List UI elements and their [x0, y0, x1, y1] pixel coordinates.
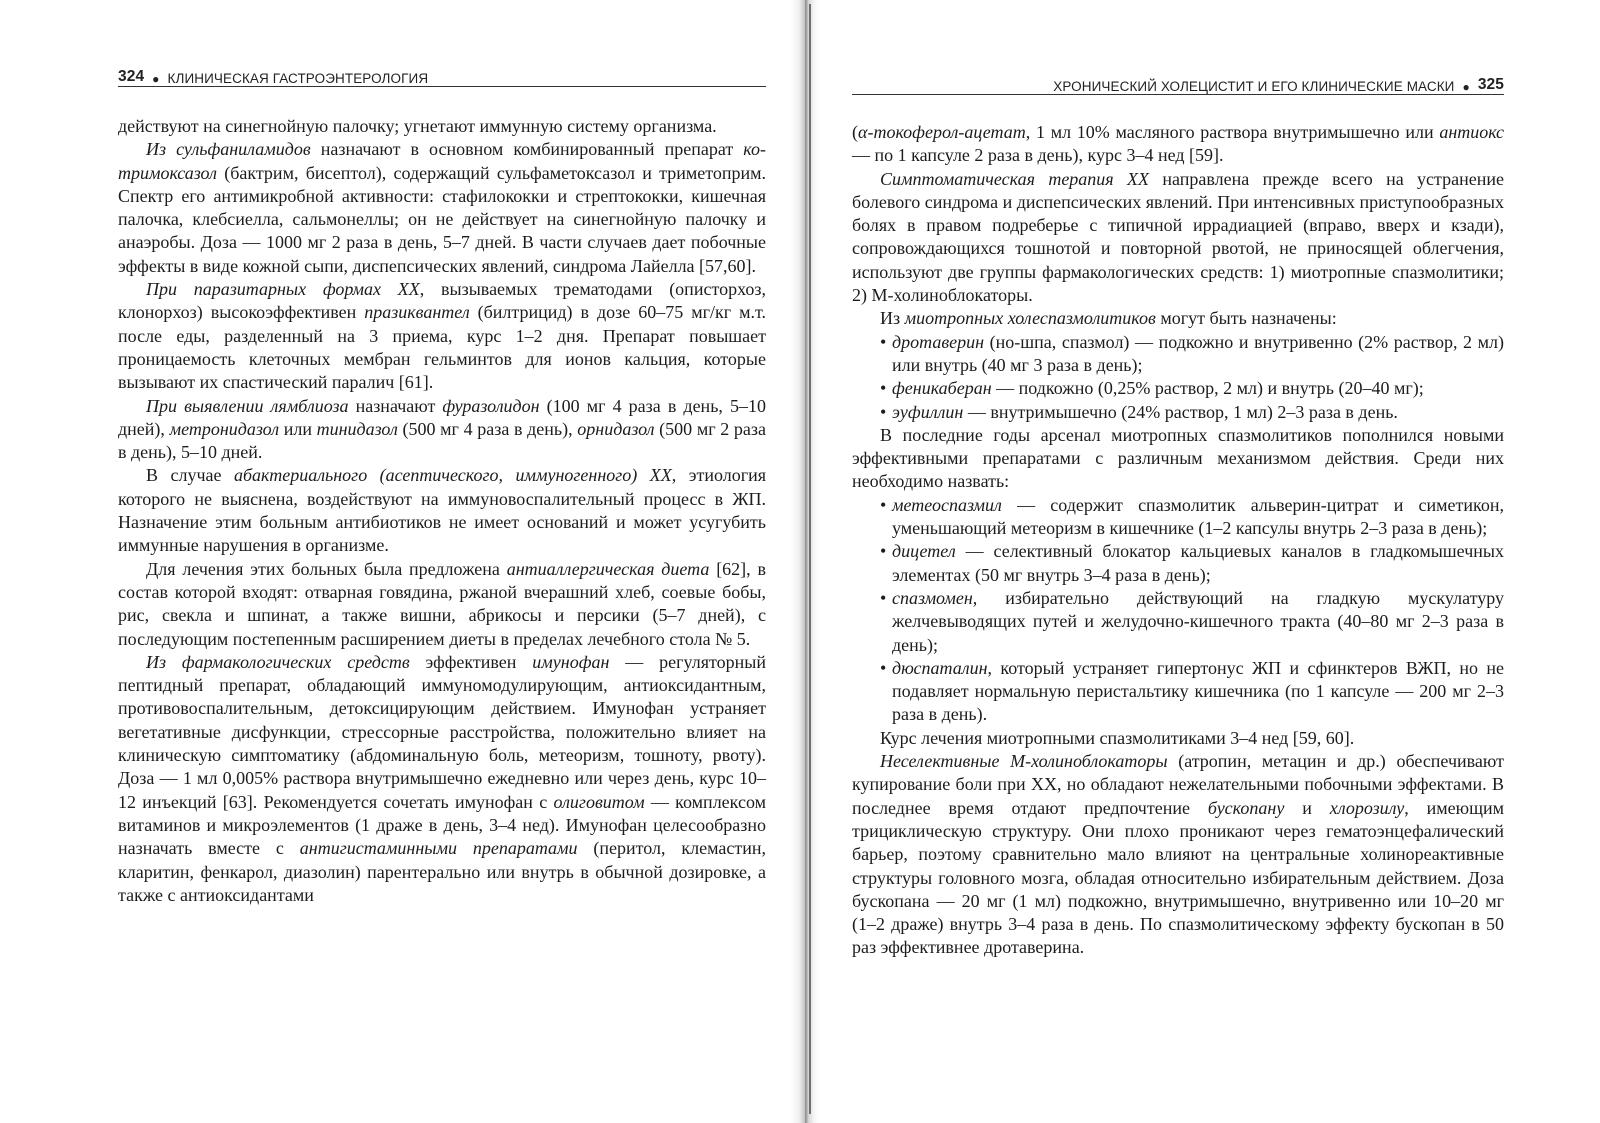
left-header-title: КЛИНИЧЕСКАЯ ГАСТРОЭНТЕРОЛОГИЯ [167, 71, 429, 86]
list-item: • дюспаталин, который устраняет гипертонус ЖП и сфинктеров ВЖП, но не подавляет нормальную перистальтику кишечника (по 1 капсуле — 200 мг 2–3 раза в день). [880, 657, 1504, 727]
paragraph: В последние годы арсенал миотропных спазмолитиков пополнился новыми эффективными препаратами с различным механизмом действия. Среди них необходимо назвать: [852, 424, 1504, 492]
list-item: • феникаберан — подкожно (0,25% раствор, 2 мл) и внутрь (20–40 мг); [880, 377, 1504, 400]
paragraph: Из миотропных холеспазмолитиков могут быть назначены: [880, 308, 1337, 329]
bullet-list [852, 494, 1504, 727]
left-running-header [118, 62, 766, 87]
paragraph: Симптоматическая терапия ХХ направлена прежде всего на устранение болевого синдрома и диспепсических явлений. При интенсивных приступообразных болях в правом подреберье с типичной иррадиацией (вправо, вверх и кзади), сопровождающихся тошнотой и повторной рвотой, не приносящей облегчения, используют две группы фармакологических средств: 1) миотропные спазмолитики; 2) М-холиноблокаторы. [852, 168, 1504, 306]
bullet-list [852, 331, 1504, 424]
paragraph: В случае абактериального (асептического, иммуногенного) ХХ, этиология которого не выяснена, воздействуют на иммуновоспалительный процесс в ЖП. Назначение этим больным антибиотиков не имеет оснований и может усугубить иммунные нарушения в организме. [118, 465, 766, 556]
right-page-number: 325 [1477, 76, 1504, 93]
left-page [118, 0, 766, 1123]
list-item: • спазмомен, избирательно действующий на гладкую мускулатуру желчевыводящих путей и желудочно-кишечного тракта (40–80 мг 2–3 раза в день); [880, 587, 1504, 657]
list-item: • дицетел — селективный блокатор кальциевых каналов в гладкомышечных элементах (50 мг внутрь 3–4 раза в день); [880, 540, 1504, 587]
list-item: • эуфиллин — внутримышечно (24% раствор, 1 мл) 2–3 раза в день. [880, 401, 1504, 424]
header-bullet-icon: ● [1462, 80, 1470, 94]
paragraph: При выявлении лямблиоза назначают фуразолидон (100 мг 4 раза в день, 5–10 дней), метронидазол или тинидазол (500 мг 4 раза в день), орнидазол (500 мг 2 раза в день), 5–10 дней. [118, 395, 766, 463]
paragraph: Курс лечения миотропными спазмолитиками 3–4 нед [59, 60]. [880, 727, 1355, 748]
header-bullet-icon: ● [152, 72, 160, 86]
right-running-header [852, 70, 1504, 95]
left-page-number: 324 [118, 68, 145, 85]
right-header-title: ХРОНИЧЕСКИЙ ХОЛЕЦИСТИТ И ЕГО КЛИНИЧЕСКИЕ МАСКИ [1053, 79, 1455, 94]
paragraph: Из фармакологических средств эффективен имунофан — регуляторный пептидный препарат, обладающий иммуномодулирующим, антиоксидантным, противовоспалительным, детоксицирующим действием. Имунофан устраняет вегетативные дисфункции, стрессорные расстройства, положительно влияет на клиническую симптоматику (абдоминальную боль, метеоризм, тошноту, рвоту). Доза — 1 мл 0,005% раствора внутримышечно ежедневно или через день, курс 10–12 инъекций [63]. Рекомендуется сочетать имунофан с олиговитом — комплексом витаминов и микроэлементов (1 драже в день, 3–4 нед). Имунофан целесообразно назначать вместе с антигистаминными препаратами (перитол, клемастин, кларитин, фенкарол, диазолин) парентерально или внутрь в обычной дозировке, а также с антиоксидантами [118, 651, 766, 905]
book-gutter [790, 0, 820, 1123]
paragraph: (α-токоферол-ацетат, 1 мл 10% масляного раствора внутримышечно или антиокс — по 1 капсуле 2 раза в день), курс 3–4 нед [59]. [852, 122, 1504, 166]
paragraph: Для лечения этих больных была предложена антиаллергическая диета [62], в состав которой входят: отварная говядина, ржаной вчерашний хлеб, соевые бобы, рис, свекла и шпинат, а также вишни, абрикосы и персики (5–7 дней), с последующим постепенным расширением диеты в пределах лечебного стола № 5. [118, 558, 766, 649]
paragraph: действуют на синегнойную палочку; угнетают иммунную систему организма. [118, 116, 717, 136]
paragraph: При паразитарных формах ХХ, вызываемых трематодами (описторхоз, клонорхоз) высокоэффективен празиквантел (билтрицид) в дозе 60–75 мг/кг м.т. после еды, разделенный на 3 приема, курс 1–2 дня. Препарат повышает проницаемость клеточных мембран гельминтов для ионов кальция, которые вызывают их спастический паралич [61]. [118, 279, 766, 393]
paragraph: Неселективные М-холиноблокаторы (атропин, метацин и др.) обеспечивают купирование боли при ХХ, но обладают нежелательными побочными эффектами. В последнее время отдают предпочтение бускопану и хлорозилу, имеющим трициклическую структуру. Они плохо проникают через гематоэнцефалический барьер, поэтому сравнительно мало влияют на центральные холинореактивные структуры головного мозга, обладая относительно избирательным действием. Доза бускопана — 20 мг (1 мл) подкожно, внутримышечно, внутривенно или 10–20 мг (1–2 драже) внутрь 3–4 раза в день. По спазмолитическому эффекту бускопан в 50 раз эффективнее дротаверина. [852, 751, 1505, 958]
list-item: • дротаверин (но-шпа, спазмол) — подкожно и внутривенно (2% раствор, 2 мл) или внутрь (40 мг 3 раза в день); [880, 331, 1504, 378]
list-item: • метеоспазмил — содержит спазмолитик альверин-цитрат и симетикон, уменьшающий метеоризм в кишечнике (1–2 капсулы внутрь 2–3 раза в день); [880, 494, 1504, 541]
right-page-body [852, 121, 1504, 960]
left-page-body [118, 115, 766, 907]
paragraph: Из сульфаниламидов назначают в основном комбинированный препарат ко-тримоксазол (бактрим, бисептол), содержащий сульфаметоксазол и триметоприм. Спектр его антимикробной активности: стафилококки и стрептококки, кишечная палочка, клебсиелла, сальмонеллы; он не действует на синегнойную палочку и анаэробы. Доза — 1000 мг 2 раза в день, 5–7 дней. В части случаев дает побочные эффекты в виде кожной сыпи, диспепсических явлений, синдрома Лайелла [57,60]. [118, 139, 766, 276]
right-page [852, 0, 1504, 1123]
